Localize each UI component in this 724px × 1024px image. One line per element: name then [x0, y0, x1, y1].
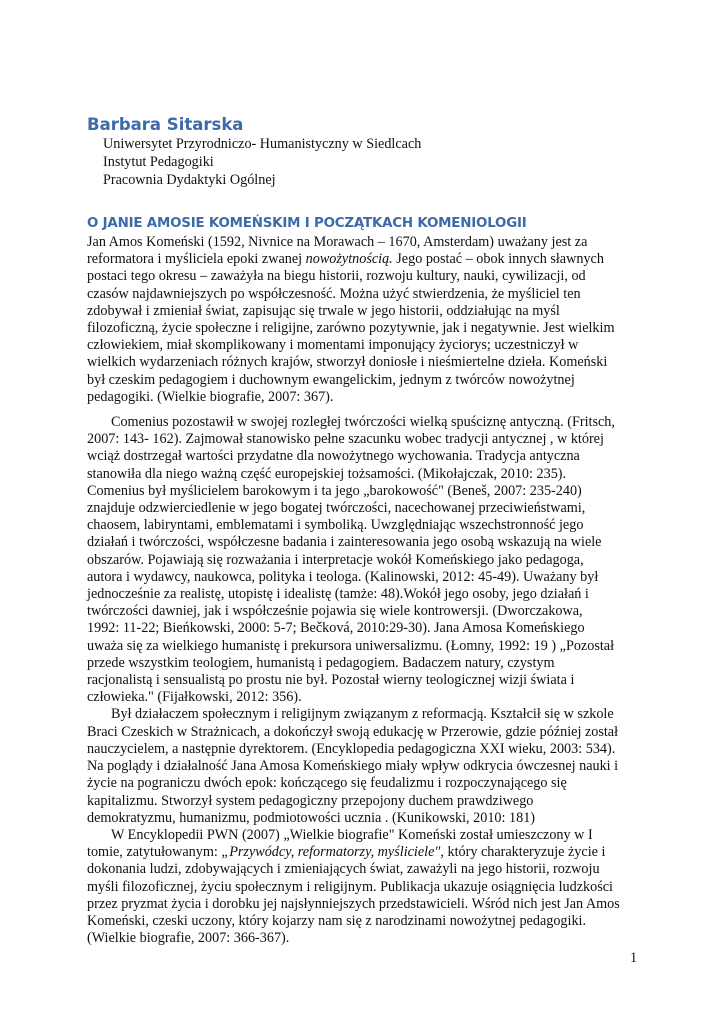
text-line: czasów najdawniejszych po współczesność. Można użyć stwierdzenia, że myśliciel ten	[87, 285, 581, 302]
text-line: Na poglądy i działalność Jana Amosa Komeńskiego miały wpływ odkrycia ówczesnej nauki i	[87, 758, 619, 775]
affiliation-university: Uniwersytet Przyrodniczo- Humanistyczny w Siedlcach	[103, 136, 422, 152]
paragraph-2	[87, 414, 632, 706]
text-line: (Wielkie biografie, 2007: 366-367).	[87, 930, 290, 947]
author-name: Barbara Sitarska	[87, 115, 244, 134]
text-line: 1992: 11-22; Bieńkowski, 2000: 5-7; Bečková, 2010:29-30). Jana Amosa Komeńskiego	[87, 620, 585, 637]
page-number: 1	[630, 950, 638, 966]
text-line: filozoficzną, życie społeczne i religijne, zarówno pozytywnie, jak i negatywnie. Jest wielkim	[87, 320, 615, 337]
paragraph-4	[87, 827, 632, 947]
text-line: myśli filozoficznej, życiu społecznym i religijnym. Publikacja ukazuje osiągnięcia ludzkości	[87, 878, 613, 895]
section-heading: O JANIE AMOSIE KOMEŃSKIM I POCZĄTKACH KOMENIOLOGII	[87, 216, 527, 231]
affiliation-institute: Instytut Pedagogiki	[103, 153, 214, 170]
body-text	[87, 234, 632, 947]
text-line: tomie, zatytułowanym: „Przywódcy, reformatorzy, myśliciele", który charakteryzuje życie i	[87, 844, 606, 861]
text-line: Braci Czeskich w Strażnicach, a dokończył swoją edukację w Przerowie, gdzie później został	[87, 723, 619, 740]
text-line: działań i twórczości, współczesne badania i zainteresowania jego osobą wskazują na wiele	[87, 534, 602, 551]
text-line: jednocześnie za realistę, utopistę i idealistę (tamże: 48).Wokół jego osoby, jego działań i	[87, 586, 589, 603]
text-line: Komeński, czeski uczony, który kojarzy nam się z narodzinami nowożytnej pedagogiki.	[87, 912, 587, 929]
text-line: pedagogiki. (Wielkie biografie, 2007: 367).	[87, 388, 334, 405]
text-line: chaosem, labiryntami, emblematami i symboliką. Uwzględniając wszechstronność jego	[87, 517, 584, 534]
affiliation-department: Pracownia Dydaktyki Ogólnej	[103, 171, 276, 188]
text-line: wciąż dostrzegał wartości przydatne dla nowożytnego wychowania. Tradycja antyczna	[87, 448, 580, 465]
italic-title: „Przywódcy, reformatorzy, myśliciele",	[221, 844, 444, 861]
text-line: nauczycielem, a następnie dyrektorem. (Encyklopedia pedagogiczna XXI wieku, 2003: 534).	[87, 740, 616, 757]
text-line: uważa się za wielkiego humanistę i prekursora uniwersalizmu. (Łomny, 1992: 19 ) „Pozostał	[87, 637, 615, 654]
text-line: życie na pograniczu dwóch epok: kończącego się feudalizmu i rozpoczynającego się	[87, 775, 567, 792]
text-line: demokratyzmu, humanizmu, podmiotowości ucznia . (Kunikowski, 2010: 181)	[87, 809, 536, 826]
paragraph-1	[87, 234, 632, 406]
text-line: racjonalistą i sensualistą po prostu nie był. Pozostał wierny teologicznej wizji świata i	[87, 672, 575, 689]
text-line: kapitalizmu. Stworzył system pedagogiczny przepojony duchem prawdziwego	[87, 792, 534, 809]
text-line: wielkich wydarzeniach różnych krajów, stworzył doniosłe i nieśmiertelne dzieła. Komeński	[87, 354, 608, 371]
text-line: człowiekiem, miał skomplikowany i momentami imponujący życiorys; uczestniczył w	[87, 337, 579, 354]
text-line: 2007: 143- 162). Zajmował stanowisko pełne szacunku wobec tradycji antycznej , w której	[87, 431, 604, 448]
text-line: przede wszystkim teologiem, humanistą i pedagogiem. Badaczem natury, czystym	[87, 654, 555, 671]
text-line: postaci tego okresu – zaważyła na biegu historii, rozwoju kultury, nauki, cywilizacji, od	[87, 268, 586, 285]
text-line: dokonania ludzi, zdobywających i zmieniających świat, zaważyli na jego historii, rozwoju	[87, 861, 600, 878]
paragraph-3	[87, 706, 632, 826]
text-line: zdobywał i zmieniał świat, zapisując się trwale w jego historii, oddziałując na myśl	[87, 302, 560, 319]
text-line: stanowiła dla niego ważną część europejskiej tożsamości. (Mikołajczak, 2010: 235).	[87, 465, 567, 482]
text-line: człowieka." (Fijałkowski, 2012: 356).	[87, 689, 302, 706]
text-line: znajduje odzwierciedlenie w jego bogatej twórczości, nacechowanej przeciwieństwami,	[87, 500, 586, 517]
text-line: autora i wydawcy, naukowca, polityka i teologa. (Kalinowski, 2012: 45-49). Uważany był	[87, 568, 599, 585]
text-line: Comenius był myślicielem barokowym i ta jego „barokowość" (Beneš, 2007: 235-240)	[87, 482, 582, 499]
text-line: Był działaczem społecznym i religijnym związanym z reformacją. Kształcił się w szkole	[111, 706, 614, 723]
text-line: obszarów. Pojawiają się rozważania i interpretacje wokół Komeńskiego jako pedagoga,	[87, 551, 584, 568]
italic-term: nowożytnością.	[305, 251, 393, 268]
affiliation-block	[103, 136, 421, 189]
text-line: Jan Amos Komeński (1592, Nivnice na Morawach – 1670, Amsterdam) uważany jest za	[87, 234, 588, 250]
text-line: W Encyklopedii PWN (2007) „Wielkie biografie" Komeński został umieszczony w I	[111, 826, 593, 843]
text-line: był czeskim pedagogiem i duchownym ewangelickim, jednym z twórców nowożytnej	[87, 371, 575, 388]
text-line: twórczości dawniej, jak i współcześnie pojawia się wiele kontrowersji. (Dworczakowa,	[87, 603, 583, 620]
text-line: Comenius pozostawił w swojej rozległej twórczości wielką spuściznę antyczną. (Fritsch,	[111, 414, 615, 431]
text-line: przez pryzmat życia i dorobku jej najsłynniejszych przedstawicieli. Wśród nich jest Jan Amos	[87, 895, 620, 912]
text-line: reformatora i myśliciela epoki zwanej nowożytnością. Jego postać – obok innych sławnych	[87, 251, 604, 268]
